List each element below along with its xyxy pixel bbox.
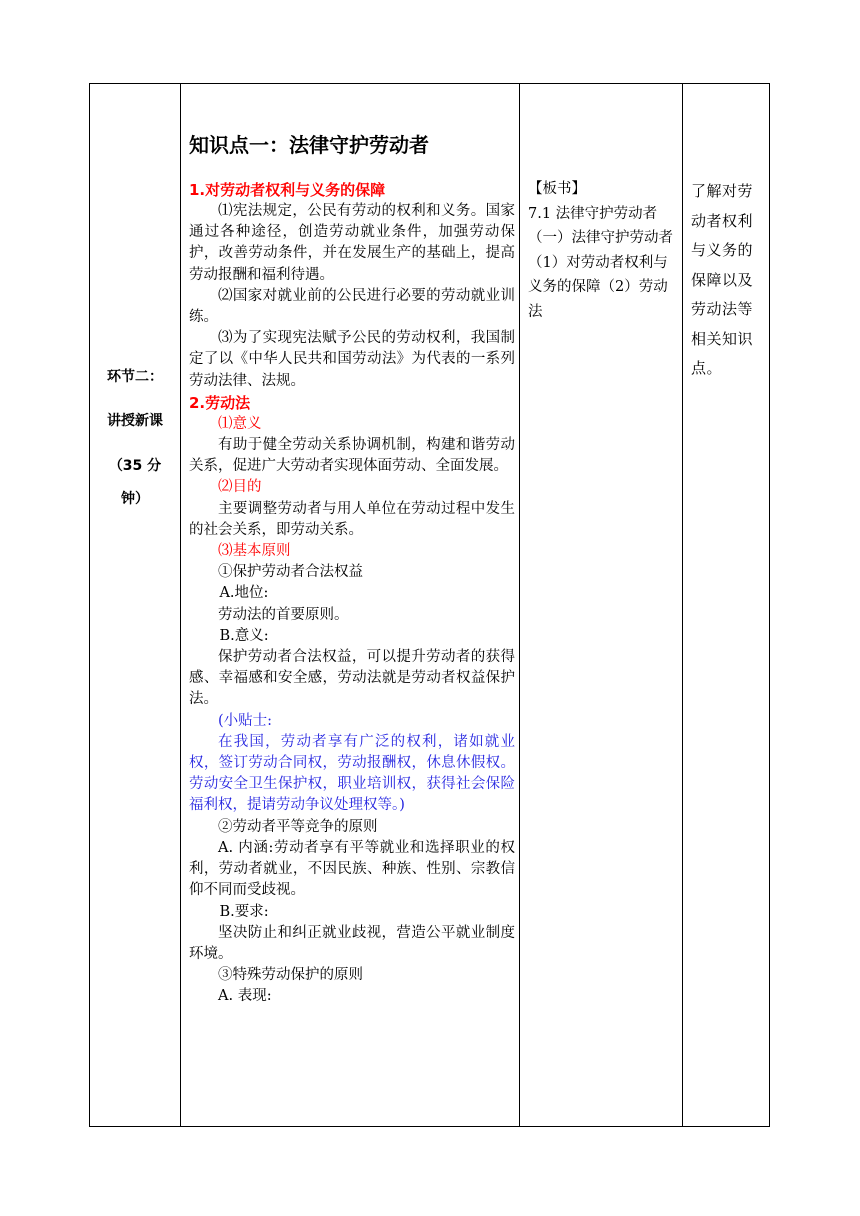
paragraph: ⑶为了实现宪法赋予公民的劳动权利，我国制定了以《中华人民共和国劳动法》为代表的一系列劳动法律、法规。 xyxy=(189,330,515,389)
section-label: 讲授新课 xyxy=(107,413,163,429)
lesson-table xyxy=(89,83,770,1127)
board-line: （1）对劳动者权利与义务的保障（2）劳动法 xyxy=(528,254,668,320)
subheading: ⑵目的 xyxy=(218,479,262,496)
column-divider xyxy=(180,84,181,1126)
section-duration: （35 分 xyxy=(108,458,162,474)
section-duration: 钟） xyxy=(121,491,149,507)
subheading: ⑴意义 xyxy=(218,415,262,432)
heading: 1.对劳动者权利与义务的保障 xyxy=(189,181,386,199)
paragraph: A. 内涵:劳动者享有平等就业和选择职业的权利，劳动者就业，不因民族、种族、性别、宗教信仰不同而受歧视。 xyxy=(189,839,515,899)
paragraph: 主要调整劳动者与用人单位在劳动过程中发生的社会关系，即劳动关系。 xyxy=(189,500,515,538)
lesson-content xyxy=(189,132,515,1008)
board-notes xyxy=(528,177,676,324)
principle-sub: B.意义: xyxy=(219,627,269,644)
paragraph: 坚决防止和纠正就业歧视，营造公平就业制度环境。 xyxy=(189,924,515,962)
principle-sub: A.地位: xyxy=(219,585,269,602)
board-label: 【板书】 xyxy=(528,181,586,197)
subheading: ⑶基本原则 xyxy=(218,543,291,560)
principle-sub: A. 表现: xyxy=(218,988,272,1005)
tip-label: (小贴士: xyxy=(218,712,273,729)
knowledge-point-title: 知识点一：法律守护劳动者 xyxy=(189,133,429,157)
column-divider xyxy=(519,84,520,1126)
tip-text: 在我国，劳动者享有广泛的权利，诸如就业权，签订劳动合同权，劳动报酬权，休息休假权。劳动安全卫生保护权，职业培训权，获得社会保险福利权，提请劳动争议处理权等。) xyxy=(189,733,515,814)
design-intent: 了解对劳动者权利与义务的保障以及劳动法等相关知识点。 xyxy=(691,182,754,377)
principle-item: ③特殊劳动保护的原则 xyxy=(218,967,363,984)
principle-item: ②劳动者平等竞争的原则 xyxy=(218,818,378,835)
board-line: 7.1 法律守护劳动者（一）法律守护劳动者 xyxy=(528,205,673,246)
section-label: 环节二： xyxy=(107,369,163,385)
paragraph: ⑴宪法规定，公民有劳动的权利和义务。国家通过各种途径，创造劳动就业条件，加强劳动保护，改善劳动条件，并在发展生产的基础上，提高劳动报酬和福利待遇。 xyxy=(189,203,515,283)
principle-item: ①保护劳动者合法权益 xyxy=(218,564,363,581)
heading: 2.劳动法 xyxy=(189,393,251,412)
paragraph: 有助于健全劳动关系协调机制，构建和谐劳动关系，促进广大劳动者实现体面劳动、全面发展。 xyxy=(189,437,515,475)
column-divider xyxy=(682,84,683,1126)
paragraph: 保护劳动者合法权益，可以提升劳动者的获得感、幸福感和安全感，劳动法就是劳动者权益保护法。 xyxy=(189,649,515,708)
principle-sub: B.要求: xyxy=(219,903,269,920)
paragraph: ⑵国家对就业前的公民进行必要的劳动就业训练。 xyxy=(189,287,515,326)
paragraph: 劳动法的首要原则。 xyxy=(218,606,349,623)
